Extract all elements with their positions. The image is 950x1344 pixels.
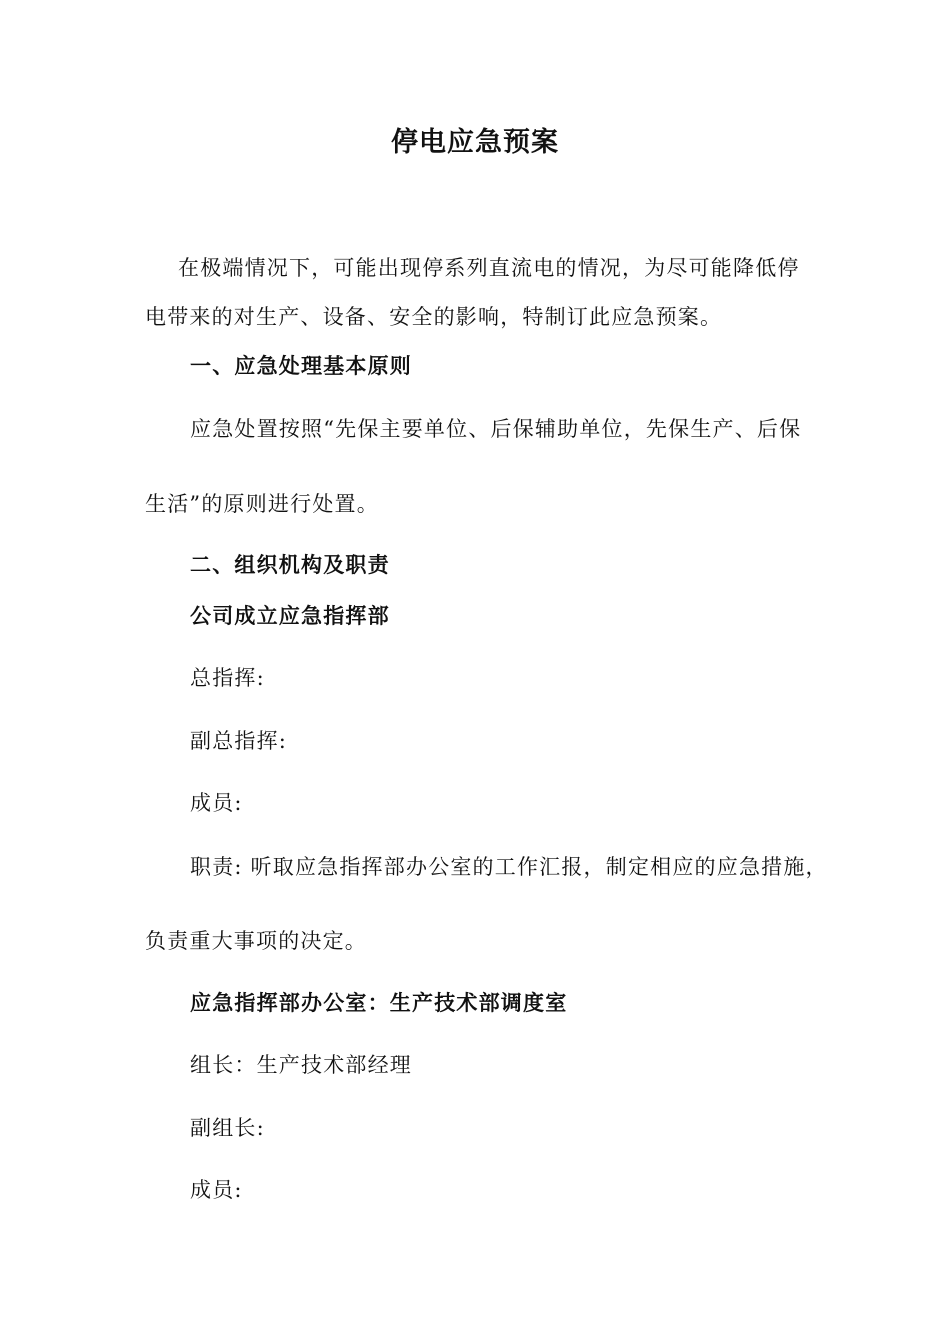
command-office-heading: 应急指挥部办公室：生产技术部调度室 — [190, 990, 568, 1015]
members-label: 成员: — [190, 791, 243, 815]
duty-line-1: 职责: 听取应急指挥部办公室的工作汇报，制定相应的应急措施， — [190, 855, 828, 879]
section-1-heading: 一、应急处理基本原则 — [190, 353, 412, 378]
section-1-paragraph-line-2: 生活”的原则进行处置。 — [145, 492, 379, 516]
team-leader-label: 组长：生产技术部经理 — [190, 1053, 412, 1077]
deputy-commander-label: 副总指挥: — [190, 729, 288, 753]
duty-line-2: 负责重大事项的决定。 — [145, 929, 367, 953]
deputy-team-leader-label: 副组长: — [190, 1116, 265, 1140]
office-members-label: 成员: — [190, 1178, 243, 1202]
section-1-paragraph-line-1: 应急处置按照“先保主要单位、后保辅助单位，先保生产、后保 — [190, 417, 802, 441]
document-title: 停电应急预案 — [391, 127, 559, 158]
commander-label: 总指挥: — [190, 666, 265, 690]
intro-paragraph-line-1: 在极端情况下，可能出现停系列直流电的情况，为尽可能降低停 — [178, 256, 800, 280]
section-2-heading: 二、组织机构及职责 — [190, 552, 390, 577]
intro-paragraph-line-2: 电带来的对生产、设备、安全的影响，特制订此应急预案。 — [145, 305, 723, 329]
command-center-heading: 公司成立应急指挥部 — [190, 603, 390, 628]
